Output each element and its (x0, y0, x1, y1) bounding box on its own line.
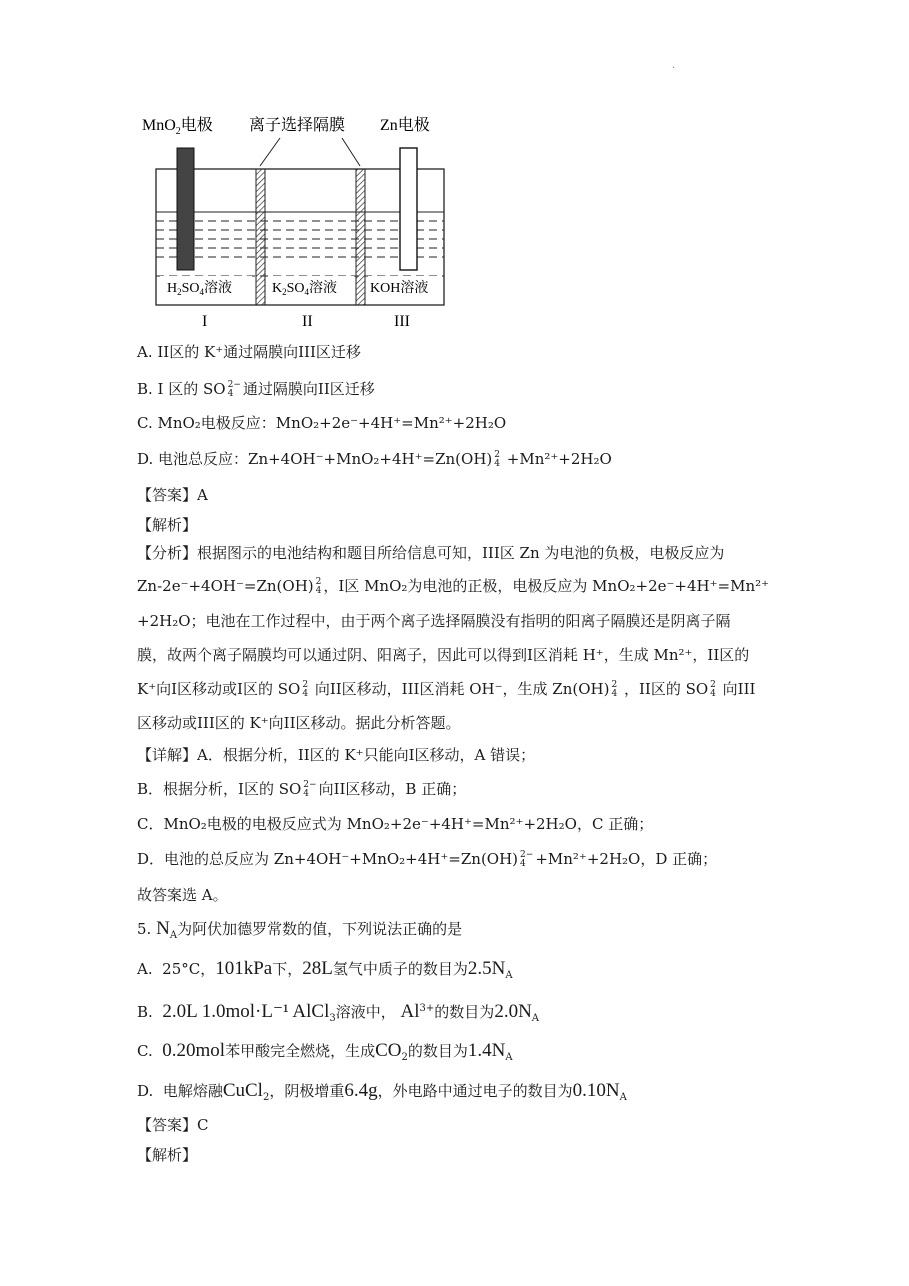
ion-so4: 2− 4 (227, 380, 241, 399)
label-h2so4: $H_2SO_4$溶液 (167, 281, 233, 297)
q5-option-b: B. 2.0L 1.0mol·L⁻¹ AlCl$_3$溶液中， $Al^{3+}$的数目为$2.0N_A$ (137, 1001, 540, 1024)
label-mno2: MnO$_2$电极 (142, 117, 213, 137)
page-dot: . (672, 60, 676, 71)
q4-conclusion: 故答案选 A。 (137, 886, 228, 904)
q4-p3: +2H₂O；电池在工作过程中，由于两个离子选择隔膜没有指明的阳离子隔膜还是阴离子隔 (137, 612, 731, 630)
q4-p6: 区移动或III区的 K⁺向II区移动。据此分析答题。 (137, 714, 461, 732)
q5-option-c: C. 0.20mol苯甲酸完全燃烧，生成$CO_2$的数目为$1.4N_A$ (137, 1040, 513, 1063)
q4-p5: K⁺向I区移动或I区的 SO 2 4 向II区移动，III区消耗 OH⁻，生成 Zn(OH) 2 4 ，II区的 SO 2 4 向III (137, 680, 756, 699)
label-k2so4: $K_2SO_4$溶液 (272, 281, 338, 297)
q4-option-b: B. I 区的 SO 2− 4 通过隔膜向II区迁移 (137, 380, 375, 399)
q4-option-a: A. II区的 K⁺通过隔膜向III区迁移 (137, 343, 361, 361)
label-membrane: 离子选择隔膜 (249, 115, 346, 134)
q4-option-d: D. 电池总反应：Zn+4OH⁻+MnO₂+4H⁺=Zn(OH) 2 4 +Mn²⁺+2H₂O (137, 450, 612, 469)
membrane-left (256, 169, 265, 305)
q4-option-c: C. MnO₂电极反应：MnO₂+2e⁻+4H⁺=Mn²⁺+2H₂O (137, 414, 507, 432)
q4-detail-c: C．MnO₂电极的电极反应式为 MnO₂+2e⁻+4H⁺=Mn²⁺+2H₂O，C 正确； (137, 815, 654, 833)
q5-stem: 5. $N_A$为阿伏加德罗常数的值，下列说法正确的是 (137, 918, 463, 941)
q5-answer: 【答案】C (137, 1116, 209, 1134)
q4-detail-a: 【详解】A．根据分析，II区的 K⁺只能向I区移动，A 错误； (137, 746, 536, 764)
q4-detail-b: B．根据分析，I区的 SO 2− 4 向II区移动，B 正确； (137, 780, 467, 799)
mno2-electrode (177, 148, 194, 270)
zn-electrode (400, 148, 417, 270)
label-koh: KOH溶液 (370, 281, 429, 296)
cell-diagram (130, 108, 460, 340)
zone-2: II (302, 313, 313, 330)
q5-option-d: D. 电解熔融CuCl$_2$，阴极增重6.4g，外电路中通过电子的数目为$0.10N_A$ (137, 1080, 627, 1103)
q4-p2: Zn-2e⁻+4OH⁻=Zn(OH) 2 4 ，I区 MnO₂为电池的正极，电极反应为 MnO₂+2e⁻+4H⁺=Mn²⁺ (137, 577, 770, 596)
q4-p4: 膜，故两个离子隔膜均可以通过阴、阳离子，因此可以得到I区消耗 H⁺，生成 Mn²⁺，II区的 (137, 646, 750, 664)
membrane-right (356, 169, 365, 305)
q5-option-a: A. 25°C，101kPa下，28L氢气中质子的数目为$2.5N_A$ (137, 958, 513, 981)
zone-1: I (202, 313, 208, 330)
zone-3: III (394, 313, 410, 330)
q4-p1: 【分析】根据图示的电池结构和题目所给信息可知，III区 Zn 为电池的负极，电极反应为 (137, 544, 725, 562)
label-zn: Zn电极 (380, 117, 430, 134)
q4-answer: 【答案】A (137, 486, 208, 504)
q4-detail-d: D．电池的总反应为 Zn+4OH⁻+MnO₂+4H⁺=Zn(OH) 2− 4 +Mn²⁺+2H₂O，D 正确； (137, 850, 718, 869)
q5-analysis-head: 【解析】 (137, 1146, 198, 1164)
cell-diagram-svg (130, 108, 460, 340)
q4-analysis-head: 【解析】 (137, 516, 198, 534)
